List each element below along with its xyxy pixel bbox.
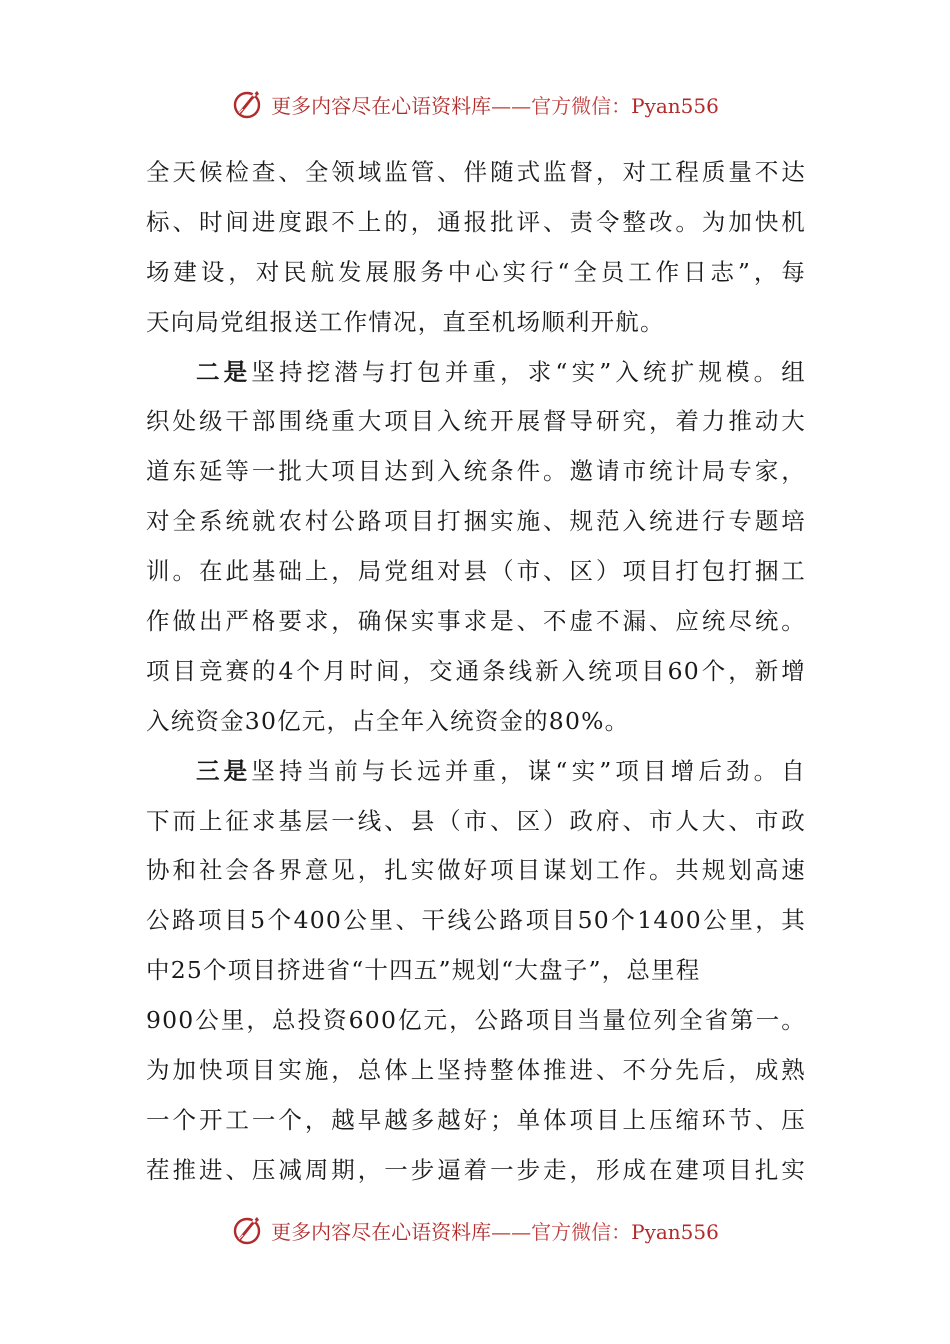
text-line <box>146 348 806 398</box>
text-line: 作做出严格要求，确保实事求是、不虚不漏、应统尽统。 <box>146 607 806 636</box>
banner-main-text: 更多内容尽在心语资料库 <box>271 1219 492 1244</box>
text-line: 织处级干部围绕重大项目入统开展督导研究，着力推动大 <box>146 407 806 436</box>
banner-dash: —— <box>491 93 532 118</box>
text-line: 茬推进、压减周期，一步逼着一步走，形成在建项目扎实 <box>146 1155 806 1184</box>
banner-inner <box>231 87 719 121</box>
text-line: 项目竞赛的4个月时间，交通条线新入统项目60个，新增 <box>146 656 806 685</box>
document-body <box>146 148 806 1196</box>
paragraph-lead: 三是 <box>196 756 252 785</box>
banner-wechat-id: Pyan556 <box>631 1219 719 1244</box>
text-span: 坚持当前与长远并重，谋“实”项目增后劲。自 <box>251 756 806 785</box>
text-line: 下而上征求基层一线、县（市、区）政府、市人大、市政 <box>146 806 806 835</box>
text-span: 坚持挖潜与打包并重，求“实”入统扩规模。组 <box>251 357 806 386</box>
text-line: 一个开工一个，越早越多越好；单体项目上压缩环节、压 <box>146 1105 806 1134</box>
banner-dash: —— <box>491 1219 532 1244</box>
header-banner <box>0 82 950 126</box>
paragraph-2 <box>146 348 806 747</box>
text-line: 训。在此基础上，局党组对县（市、区）项目打包打捆工 <box>146 557 806 586</box>
text-line: 协和社会各界意见，扎实做好项目谋划工作。共规划高速 <box>146 856 806 885</box>
text-line: 全天候检查、全领域监管、伴随式监督，对工程质量不达 <box>146 158 806 186</box>
text-line: 道东延等一批大项目达到入统条件。邀请市统计局专家， <box>146 457 806 486</box>
footer-banner <box>0 1208 950 1252</box>
banner-text <box>271 1216 719 1245</box>
text-line <box>146 747 806 797</box>
text-line: 场建设，对民航发展服务中心实行“全员工作日志”，每 <box>146 257 806 286</box>
banner-inner <box>231 1213 719 1247</box>
text-line: 为加快项目实施，总体上坚持整体推进、不分先后，成熟 <box>146 1056 806 1085</box>
text-line: 对全系统就农村公路项目打捆实施、规范入统进行专题培 <box>146 507 806 536</box>
banner-wechat-label: 官方微信： <box>531 93 632 118</box>
text-line: 标、时间进度跟不上的，通报批评、责令整改。为加快机 <box>146 207 806 236</box>
banner-main-text: 更多内容尽在心语资料库 <box>271 93 492 118</box>
text-line: 入统资金30亿元，占全年入统资金的80%。 <box>146 706 630 735</box>
banner-wechat-label: 官方微信： <box>531 1219 632 1244</box>
text-line: 900公里，总投资600亿元，公路项目当量位列全省第一。 <box>146 1006 806 1035</box>
paragraph-3 <box>146 747 806 1196</box>
paragraph-lead: 二是 <box>196 357 252 386</box>
paragraph-1 <box>146 148 806 348</box>
banner-wechat-id: Pyan556 <box>631 93 719 118</box>
pen-logo-icon <box>231 1213 265 1247</box>
pen-logo-icon <box>231 87 265 121</box>
banner-text <box>271 90 719 119</box>
text-line: 中25个项目挤进省“十四五”规划“大盘子”，总里程 <box>146 956 701 985</box>
text-line: 天向局党组报送工作情况，直至机场顺利开航。 <box>146 307 665 336</box>
text-line: 公路项目5个400公里、干线公路项目50个1400公里，其 <box>146 906 806 935</box>
